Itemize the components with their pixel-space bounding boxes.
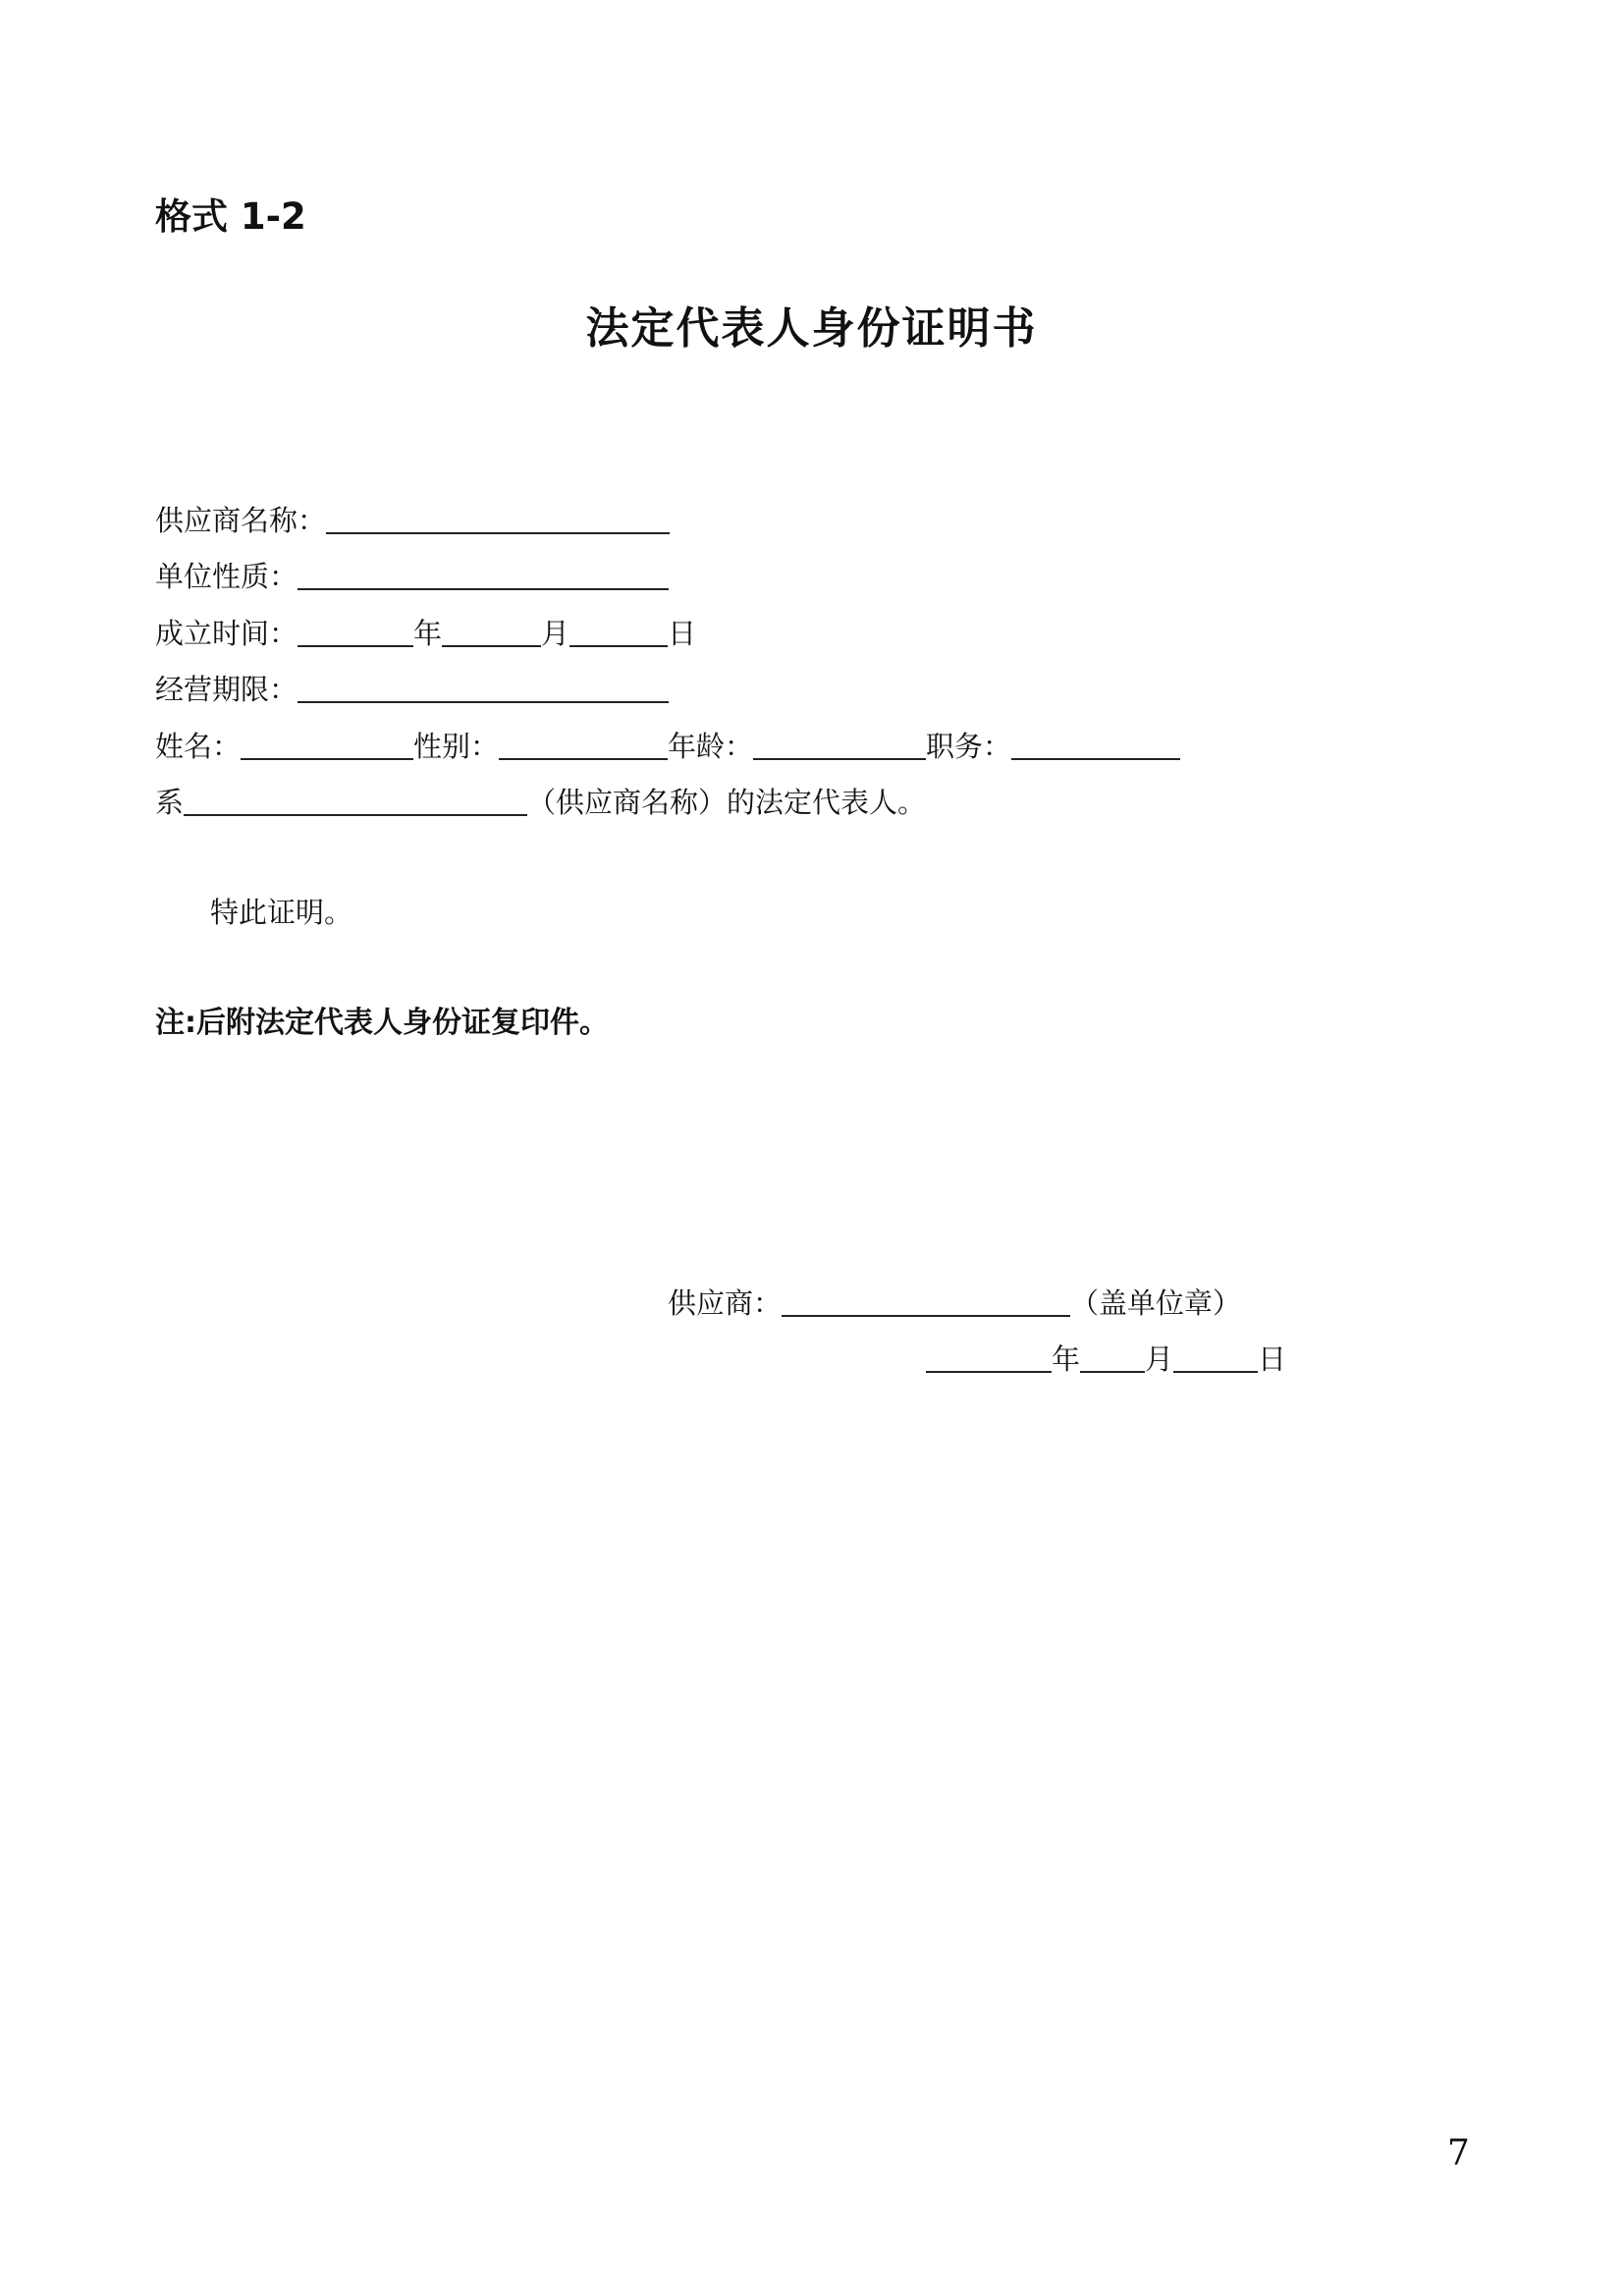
- business-term-field[interactable]: [298, 672, 669, 703]
- established-row: [155, 614, 696, 653]
- established-day-field[interactable]: [569, 616, 668, 647]
- supplier-seal-field[interactable]: [782, 1285, 1070, 1317]
- established-year-field[interactable]: [298, 616, 413, 647]
- signature-year-field[interactable]: [926, 1341, 1052, 1373]
- supplier-label: 供应商：: [668, 1286, 783, 1320]
- supplier-name-field[interactable]: [326, 503, 670, 534]
- unit-nature-row: [155, 557, 669, 596]
- person-info-row: [155, 727, 1180, 766]
- page-number: 7: [1447, 2133, 1470, 2173]
- seal-note: （盖单位章）: [1070, 1286, 1242, 1320]
- age-label: 年龄：: [668, 730, 754, 763]
- legal-rep-suffix: （供应商名称）的法定代表人。: [527, 786, 927, 819]
- established-day-label: 日: [668, 617, 697, 650]
- signature-month-field[interactable]: [1080, 1341, 1145, 1373]
- position-label: 职务：: [926, 730, 1012, 763]
- signature-year-label: 年: [1052, 1342, 1081, 1376]
- established-month-field[interactable]: [442, 616, 541, 647]
- legal-rep-supplier-field[interactable]: [184, 785, 527, 816]
- legal-rep-prefix: 系: [155, 786, 185, 819]
- name-field[interactable]: [241, 729, 413, 760]
- unit-nature-label: 单位性质：: [155, 560, 298, 593]
- signature-day-field[interactable]: [1173, 1341, 1258, 1373]
- gender-label: 性别：: [413, 730, 500, 763]
- position-field[interactable]: [1011, 729, 1180, 760]
- business-term-row: [155, 670, 669, 709]
- note-text: 注:后附法定代表人身份证复印件。: [155, 1006, 609, 1040]
- gender-field[interactable]: [499, 729, 668, 760]
- signature-month-label: 月: [1145, 1342, 1174, 1376]
- established-year-label: 年: [413, 617, 443, 650]
- legal-rep-row: [155, 783, 926, 822]
- supplier-seal-row: [668, 1284, 1241, 1323]
- established-label: 成立时间：: [155, 617, 298, 650]
- unit-nature-field[interactable]: [298, 559, 669, 590]
- signature-date-row: [926, 1339, 1286, 1379]
- certification-text: 特此证明。: [210, 896, 353, 929]
- page-title: 法定代表人身份证明书: [585, 303, 1038, 354]
- supplier-name-label: 供应商名称：: [155, 504, 327, 537]
- business-term-label: 经营期限：: [155, 673, 298, 706]
- age-field[interactable]: [753, 729, 926, 760]
- name-label: 姓名：: [155, 730, 242, 763]
- supplier-name-row: [155, 501, 670, 540]
- established-month-label: 月: [541, 617, 570, 650]
- signature-day-label: 日: [1258, 1342, 1287, 1376]
- format-label: 格式 1-2: [155, 195, 306, 238]
